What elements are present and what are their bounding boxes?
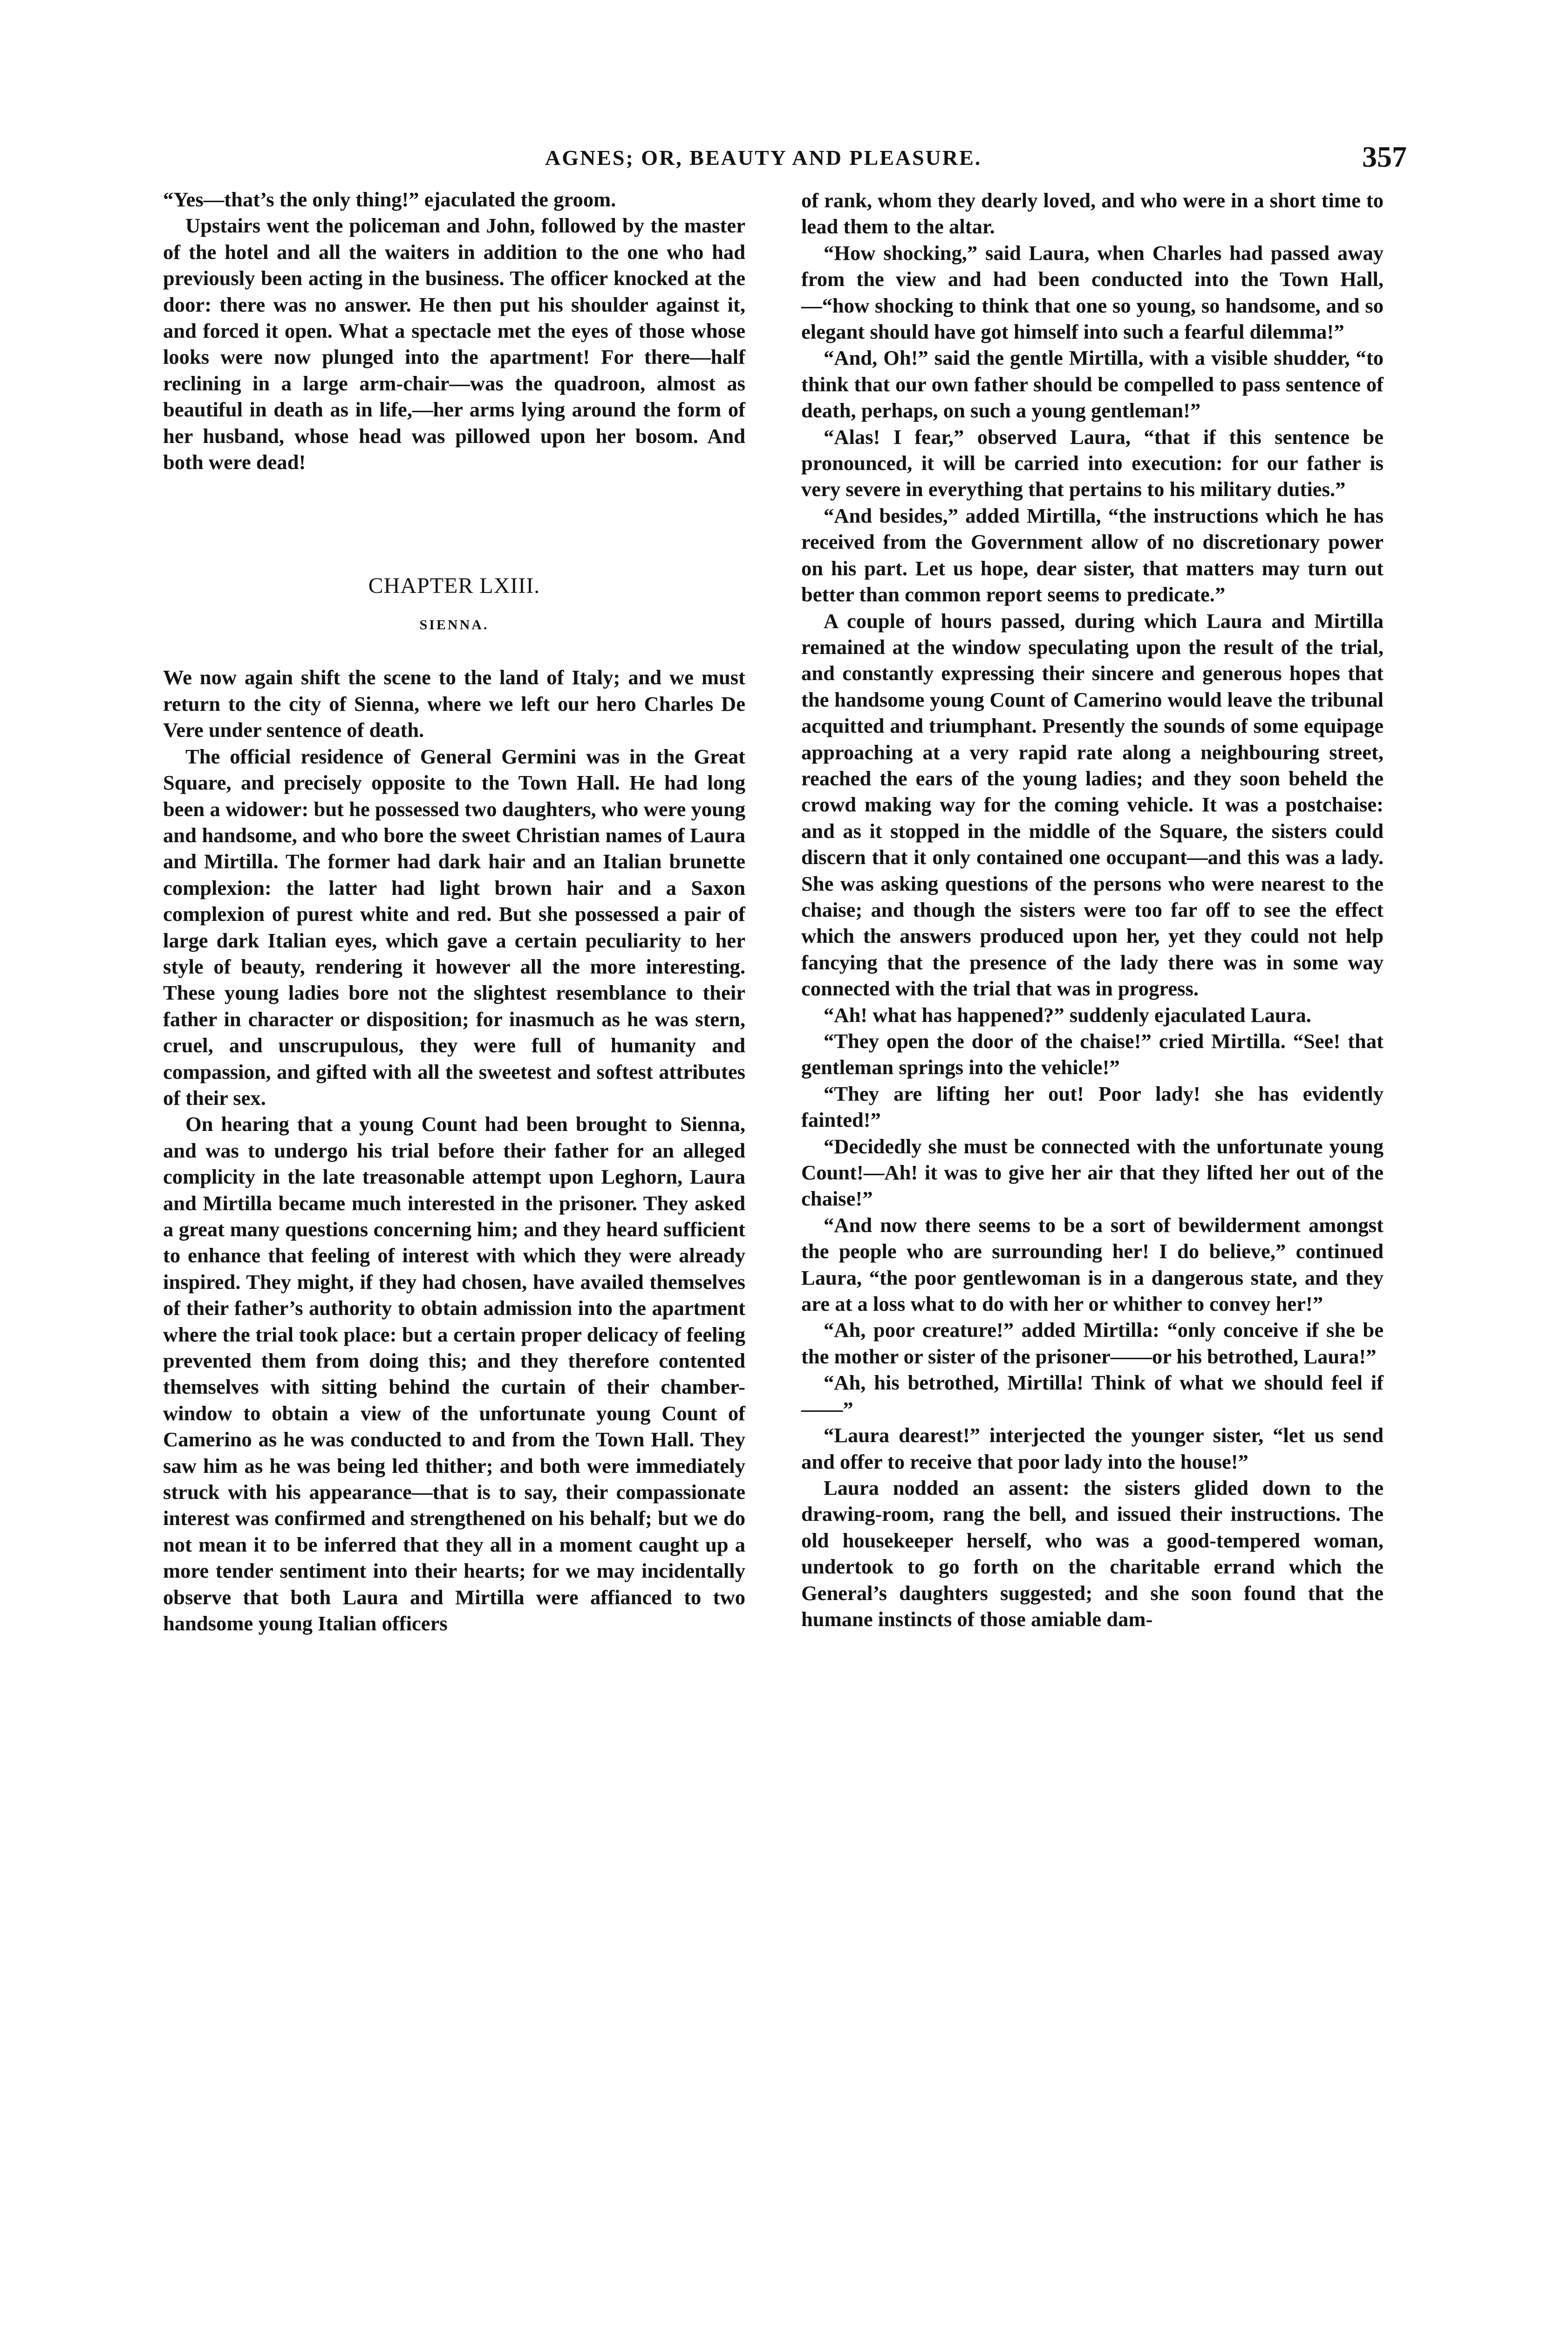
chapter-title: CHAPTER LXIII. (368, 573, 540, 599)
paragraph: “And besides,” added Mirtilla, “the instructions which he has received from the Government allow of no discretionary power on his part. Let us hope, dear sister, that matters may turn out better than common report seems to predicate.” (801, 504, 1384, 606)
paragraph: “Ah! what has happened?” suddenly ejaculated Laura. (824, 1003, 1311, 1027)
left-column (163, 186, 745, 1637)
paragraph: A couple of hours passed, during which Laura and Mirtilla remained at the window speculating upon the result of the trial, and constantly expressing their sincere and generous hopes that the handsome young Count of Camerino would leave the tribunal acquitted and triumphant. Presently the sounds of some equipage approaching at a very rapid rate along a neighbouring street, reached the ears of the young ladies; and they soon beheld the crowd making way for the coming vehicle. It was a postchaise: and as it stopped in the middle of the Square, the sisters could discern that it only contained one occupant—and this was a lady. She was asking questions of the persons who were nearest to the chaise; and though the sisters were too far off to see the effect which the answers produced upon her, yet they could not help fancying that the presence of the lady there was in some way connected with the trial that was in progress. (801, 609, 1384, 1001)
chapter-subtitle: SIENNA. (419, 617, 489, 633)
paragraph: “And now there seems to be a sort of bewilderment amongst the people who are surrounding her! I do believe,” continued Laura, “the poor gentlewoman is in a dangerous state, and they are at a loss what to do with her or whither to convey her!” (801, 1213, 1384, 1316)
paragraph: “Alas! I fear,” observed Laura, “that if this sentence be pronounced, it will be carried into execution: for our father is very severe in everything that pertains to his military duties.” (801, 425, 1384, 501)
paragraph: “Decidedly she must be connected with the unfortunate young Count!—Ah! it was to give her air that they lifted her out of the chaise!” (801, 1134, 1384, 1211)
page-number: 357 (1362, 140, 1407, 173)
paragraph: We now again shift the scene to the land of Italy; and we must return to the city of Sienna, where we left our hero Charles De Vere under sentence of death. (163, 666, 745, 742)
running-title: AGNES; OR, BEAUTY AND PLEASURE. (545, 146, 982, 170)
paragraph: Upstairs went the policeman and John, followed by the master of the hotel and all the waiters in addition to the one who had previously been acting in the business. The officer knocked at the door: there was no answer. He then put his shoulder against it, and forced it open. What a spectacle met the eyes of those whose looks were now plunged into the apartment! For there—half reclining in a large arm-chair—was the quadroon, almost as beautiful in death as in life,—her arms lying around the form of her husband, whose head was pillowed upon her bosom. And both were dead! (163, 214, 745, 474)
paragraph: Laura nodded an assent: the sisters glided down to the drawing-room, rang the bell, and issued their instructions. The old housekeeper herself, who was a good-tempered woman, undertook to go forth on the charitable errand which the General’s daughters suggested; and she soon found that the humane instincts of those amiable dam- (801, 1476, 1384, 1631)
paragraph: The official residence of General Germini was in the Great Square, and precisely opposite to the Town Hall. He had long been a widower: but he possessed two daughters, who were young and handsome, and who bore the sweet Christian names of Laura and Mirtilla. The former had dark hair and an Italian brunette complexion: the latter had light brown hair and a Saxon complexion of purest white and red. But she possessed a pair of large dark Italian eyes, which gave a certain peculiarity to her style of beauty, rendering it however all the more interesting. These young ladies bore not the slightest resemblance to their father in character or disposition; for inasmuch as he was stern, cruel, and unscrupulous, they were full of humanity and compassion, and gifted with all the sweetest and softest attributes of their sex. (163, 744, 745, 1110)
paragraph: “Yes—that’s the only thing!” ejaculated the groom. (163, 188, 616, 211)
right-column (801, 187, 1384, 1632)
paragraph: “Laura dearest!” interjected the younger sister, “let us send and offer to receive that poor lady into the house!” (801, 1423, 1384, 1473)
paragraph: “Ah, his betrothed, Mirtilla! Think of what we should feel if——” (801, 1371, 1384, 1421)
paragraph: “They open the door of the chaise!” cried Mirtilla. “See! that gentleman springs into the vehicle!” (801, 1029, 1384, 1079)
running-header (163, 140, 1407, 177)
paragraph: “Ah, poor creature!” added Mirtilla: “only conceive if she be the mother or sister of the prisoner——or his betrothed, Laura!” (801, 1318, 1384, 1368)
paragraph: of rank, whom they dearly loved, and who were in a short time to lead them to the altar. (801, 189, 1384, 238)
paragraph: “And, Oh!” said the gentle Mirtilla, with a visible shudder, “to think that our own father should be compelled to pass sentence of death, perhaps, on such a young gentleman!” (801, 346, 1384, 422)
chapter-heading (163, 572, 745, 634)
paragraph: “They are lifting her out! Poor lady! she has evidently fainted!” (801, 1082, 1384, 1132)
paragraph: “How shocking,” said Laura, when Charles had passed away from the view and had been conducted into the Town Hall,—“how shocking to think that one so young, so handsome, and so elegant should have got himself into such a fearful dilemma!” (801, 241, 1384, 344)
paragraph: On hearing that a young Count had been brought to Sienna, and was to undergo his trial before their father for an alleged complicity in the late treasonable attempt upon Leghorn, Laura and Mirtilla became much interested in the prisoner. They asked a great many questions concerning him; and they heard sufficient to enhance that feeling of interest with which they were already inspired. They might, if they had chosen, have availed themselves of their father’s authority to obtain admission into the apartment where the trial took place: but a certain proper delicacy of feeling prevented them from doing this; and they therefore contented themselves with sitting behind the curtain of their chamber-window to obtain a view of the unfortunate young Count of Camerino as he was conducted to and from the Town Hall. They saw him as he was being led thither; and both were immediately struck with his appearance—that is to say, their compassionate interest was confirmed and strengthened on his behalf; but we do not mean it to be inferred that they all in a moment caught up a more tender sentiment into their hearts; for we may incidentally observe that both Laura and Mirtilla were affianced to two handsome young Italian officers (163, 1112, 745, 1635)
